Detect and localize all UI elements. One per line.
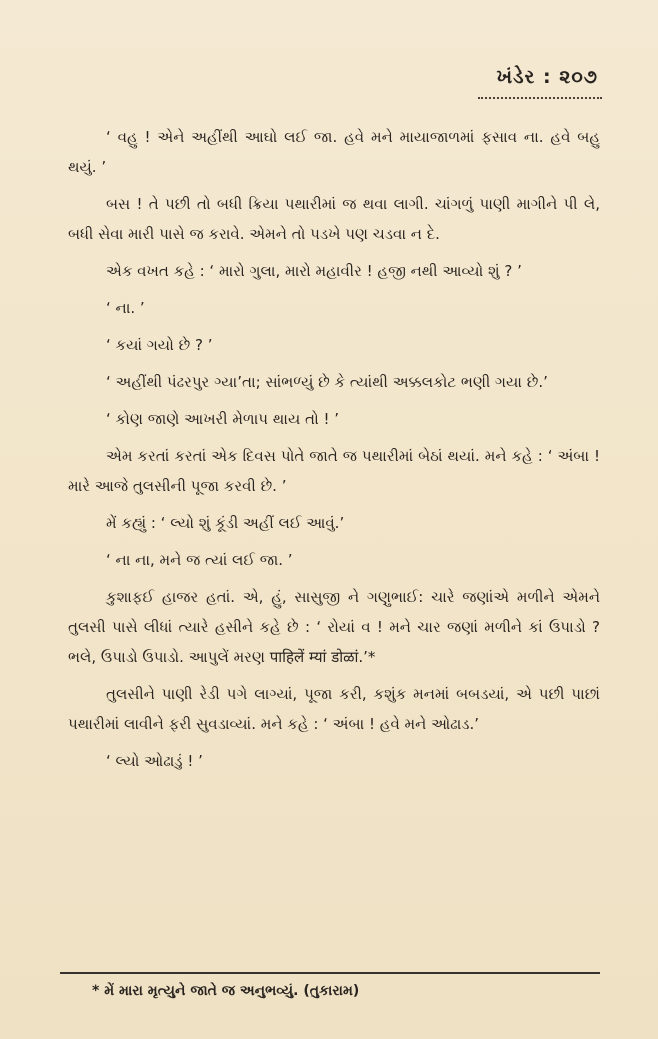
- running-head: ખંડેર : ૨૦૭: [496, 66, 598, 88]
- paragraph: કુશાફઈ હાજર હતાં. એ, હું, સાસુજી ને ગણુભાઈ: ચારે જણાંએ મળીને એમને તુલસી પાસે લીધાં ત્યારે હસીને કહે છે : ‘ રોયાં વ ! મને ચાર જણાં મળીને કાં ઉપાડો ? ભલે, ઉપાડો ઉપાડો. આપુલેં મરણ पाहिलें म्यां डोळां.’*: [68, 588, 600, 666]
- paragraph: ‘ અહીંથી પંઢરપુર ગ્યા’તા; સાંભળ્યું છે કે ત્યાંથી અક્કલકોટ ભણી ગયા છે.’: [106, 373, 548, 391]
- paragraph: ‘ ના. ’: [106, 299, 145, 317]
- paragraph: ‘ ના ના, મને જ ત્યાં લઈ જા. ’: [106, 551, 293, 569]
- paragraph: મેં કહ્યું : ‘ લ્યો શું કૂંડી અહીં લઈ આવું.’: [106, 514, 345, 532]
- paragraph: તુલસીને પાણી રેડી પગે લાગ્યાં, પૂજા કરી, કશુંક મનમાં બબડયાં, એ પછી પાછાં પથારીમાં લાવીને ફરી સુવડાવ્યાં. મને કહે : ‘ અંબા ! હવે મને ઓઢાડ.’: [68, 685, 600, 733]
- head-rule: [478, 97, 602, 99]
- paragraph: ‘ વહુ ! એને અહીંથી આઘો લઈ જા. હવે મને માયાજાળમાં ફસાવ ના. હવે બહુ થયું. ’: [68, 128, 600, 176]
- paragraph: બસ ! તે પછી તો બધી ક્રિયા પથારીમાં જ થવા લાગી. ચાંગળું પાણી માગીને પી લે, બધી સેવા મારી પાસે જ કરાવે. એમને તો પડખે પણ ચડવા ન દે.: [68, 195, 600, 243]
- paragraph: એક વખત કહે : ‘ મારો ગુલા, મારો મહાવીર ! હજી નથી આવ્યો શું ? ’: [106, 262, 522, 280]
- paragraph: ‘ કોણ જાણે આખરી મેળાપ થાય તો ! ’: [106, 410, 340, 428]
- footnote: * મેં મારા મૃત્યુને જાતે જ અનુભવ્યું. (તુકારામ): [92, 983, 360, 999]
- paragraph: ‘ કયાં ગયો છે ? ’: [106, 336, 213, 354]
- page-body: [68, 122, 600, 783]
- footnote-rule: [60, 972, 600, 974]
- paragraph: એમ કરતાં કરતાં એક દિવસ પોતે જાતે જ પથારીમાં બેઠાં થયાં. મને કહે : ‘ અંબા ! મારે આજે તુલસીની પૂજા કરવી છે. ’: [68, 447, 600, 495]
- paragraph: ‘ લ્યો ઓઢાડું ! ’: [106, 752, 203, 770]
